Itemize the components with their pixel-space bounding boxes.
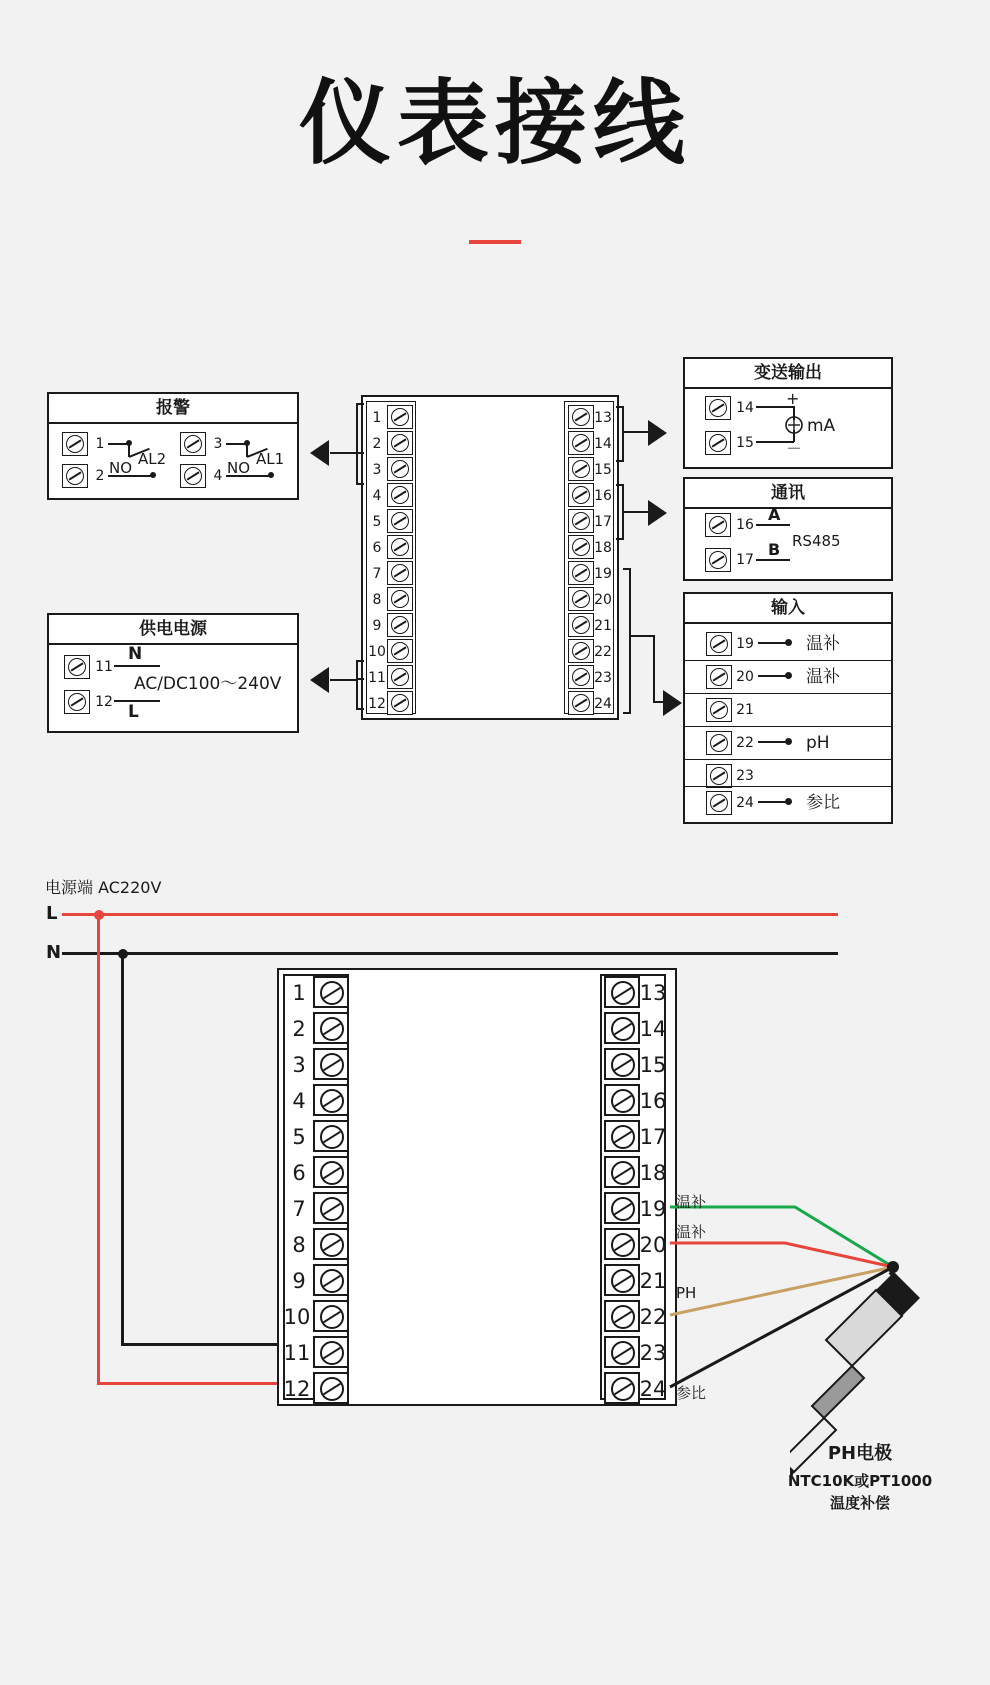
- wire-label-t20: 温补: [676, 1223, 707, 1241]
- bracket: [622, 406, 624, 462]
- input-wire: [758, 675, 788, 677]
- terminal-number: 24: [639, 1377, 667, 1401]
- terminal-screw[interactable]: [568, 509, 594, 533]
- probe-spec-line2: 温度补偿: [829, 1494, 890, 1512]
- terminal-screw[interactable]: [387, 561, 413, 585]
- terminal-number: 14: [639, 1017, 667, 1041]
- terminal-screw[interactable]: [387, 587, 413, 611]
- connector-line: [330, 452, 356, 454]
- comm-signal-b: B: [768, 540, 781, 559]
- alarm-contact-type: NO: [227, 459, 251, 477]
- terminal-screw[interactable]: [180, 464, 206, 488]
- panel-alarm-header: 报警: [49, 394, 297, 424]
- terminal-screw[interactable]: [387, 457, 413, 481]
- terminal-screw[interactable]: [604, 1048, 640, 1080]
- bracket: [356, 452, 364, 454]
- terminal-number: 12: [368, 696, 386, 712]
- terminal-screw[interactable]: [387, 665, 413, 689]
- terminal-screw[interactable]: [705, 513, 731, 537]
- terminal-screw[interactable]: [568, 665, 594, 689]
- terminal-number: 7: [372, 566, 382, 582]
- input-wire-dot: [785, 639, 792, 646]
- bracket: [356, 403, 358, 485]
- terminal-number: 2: [95, 468, 105, 484]
- bracket: [356, 483, 364, 485]
- terminal-number: 9: [292, 1269, 306, 1293]
- connector-line: [629, 635, 655, 637]
- terminal-screw[interactable]: [568, 613, 594, 637]
- terminal-screw[interactable]: [387, 613, 413, 637]
- mains-l-bus: [62, 913, 838, 916]
- terminal-number: 13: [594, 410, 612, 426]
- terminal-screw[interactable]: [706, 698, 732, 722]
- terminal-screw[interactable]: [180, 432, 206, 456]
- input-wire: [758, 642, 788, 644]
- terminal-screw[interactable]: [706, 791, 732, 815]
- terminal-screw[interactable]: [706, 764, 732, 788]
- terminal-screw[interactable]: [604, 1300, 640, 1332]
- terminal-screw[interactable]: [387, 483, 413, 507]
- panel-input-row-divider: [685, 693, 891, 694]
- bracket: [356, 660, 358, 710]
- terminal-screw[interactable]: [313, 1372, 349, 1404]
- panel-input-row-divider: [685, 726, 891, 727]
- terminal-number: 3: [292, 1053, 306, 1077]
- terminal-screw[interactable]: [706, 632, 732, 656]
- current-source-icon: [784, 415, 804, 435]
- bracket: [356, 678, 364, 680]
- terminal-screw[interactable]: [313, 1156, 349, 1188]
- terminal-number: 16: [639, 1089, 667, 1113]
- terminal-screw[interactable]: [604, 1264, 640, 1296]
- terminal-screw[interactable]: [568, 587, 594, 611]
- terminal-screw[interactable]: [604, 1156, 640, 1188]
- terminal-number: 10: [368, 644, 386, 660]
- arrow-to-input: [663, 690, 682, 716]
- comm-protocol: RS485: [792, 532, 841, 550]
- terminal-number: 8: [292, 1233, 306, 1257]
- bracket: [356, 708, 364, 710]
- terminal-number: 20: [594, 592, 612, 608]
- terminal-number: 4: [292, 1089, 306, 1113]
- terminal-number: 14: [594, 436, 612, 452]
- terminal-screw[interactable]: [387, 535, 413, 559]
- terminal-screw[interactable]: [604, 1192, 640, 1224]
- terminal-screw[interactable]: [313, 1264, 349, 1296]
- probe-spec-line1: NTC10K或PT1000: [787, 1472, 933, 1490]
- terminal-number: 21: [736, 702, 754, 718]
- terminal-number: 11: [368, 670, 386, 686]
- mains-n-label: N: [46, 942, 62, 963]
- input-signal-label: 参比: [806, 793, 840, 813]
- terminal-number: 20: [639, 1233, 667, 1257]
- transmit-minus-label: －: [786, 439, 803, 458]
- alarm-contact-dot: [244, 440, 250, 446]
- arrow-to-comm: [648, 500, 667, 526]
- terminal-screw[interactable]: [313, 1084, 349, 1116]
- panel-comm-header: 通讯: [685, 479, 891, 509]
- mains-n-bus: [62, 952, 838, 955]
- terminal-screw[interactable]: [568, 535, 594, 559]
- alarm-contact-dot: [150, 472, 156, 478]
- terminal-number: 24: [736, 795, 754, 811]
- terminal-screw[interactable]: [604, 1336, 640, 1368]
- input-wire-dot: [785, 798, 792, 805]
- terminal-number: 1: [292, 981, 306, 1005]
- terminal-screw[interactable]: [568, 561, 594, 585]
- panel-power-header: 供电电源: [49, 615, 297, 645]
- terminal-number: 11: [283, 1341, 311, 1365]
- terminal-screw[interactable]: [706, 731, 732, 755]
- wire-label-t22: PH: [676, 1284, 697, 1302]
- terminal-number: 18: [639, 1161, 667, 1185]
- terminal-number: 4: [372, 488, 382, 504]
- terminal-number: 16: [594, 488, 612, 504]
- terminal-number: 19: [594, 566, 612, 582]
- input-signal-label: 温补: [806, 667, 840, 687]
- terminal-screw[interactable]: [313, 1012, 349, 1044]
- terminal-screw[interactable]: [604, 1012, 640, 1044]
- terminal-number: 12: [283, 1377, 311, 1401]
- terminal-number: 22: [594, 644, 612, 660]
- input-wire: [758, 741, 788, 743]
- terminal-number: 5: [372, 514, 382, 530]
- arrow-to-power: [310, 667, 329, 693]
- terminal-screw[interactable]: [387, 691, 413, 715]
- terminal-number: 10: [283, 1305, 311, 1329]
- terminal-screw[interactable]: [568, 639, 594, 663]
- terminal-screw[interactable]: [313, 1048, 349, 1080]
- panel-input-row-divider: [685, 660, 891, 661]
- terminal-number: 16: [736, 517, 754, 533]
- page-title: 仪表接线: [298, 70, 691, 177]
- terminal-number: 13: [639, 981, 667, 1005]
- terminal-number: 18: [594, 540, 612, 556]
- terminal-number: 2: [372, 436, 382, 452]
- connector-line: [622, 431, 650, 433]
- wire-label-t19: 温补: [676, 1193, 707, 1211]
- terminal-screw[interactable]: [62, 432, 88, 456]
- power-l-label: L: [128, 702, 139, 722]
- panel-transmit-header: 变送输出: [685, 359, 891, 389]
- terminal-number: 21: [594, 618, 612, 634]
- terminal-number: 9: [372, 618, 382, 634]
- terminal-screw[interactable]: [387, 405, 413, 429]
- input-wire: [758, 801, 788, 803]
- terminal-number: 6: [372, 540, 382, 556]
- mains-l-label: L: [46, 903, 58, 924]
- terminal-number: 1: [372, 410, 382, 426]
- terminal-number: 15: [594, 462, 612, 478]
- transmit-unit: mA: [807, 416, 836, 436]
- arrow-to-transmit: [648, 420, 667, 446]
- panel-input-row-divider: [685, 759, 891, 760]
- terminal-screw[interactable]: [387, 431, 413, 455]
- bracket: [623, 712, 631, 714]
- bracket: [356, 403, 364, 405]
- mains-l-to-t12: [97, 1382, 283, 1385]
- bracket: [616, 406, 624, 408]
- input-signal-label: pH: [806, 733, 830, 753]
- terminal-screw[interactable]: [313, 1336, 349, 1368]
- terminal-number: 1: [95, 436, 105, 452]
- terminal-number: 23: [736, 768, 754, 784]
- terminal-number: 17: [594, 514, 612, 530]
- bracket: [623, 568, 631, 570]
- terminal-screw[interactable]: [313, 1228, 349, 1260]
- terminal-screw[interactable]: [313, 1300, 349, 1332]
- connector-line: [622, 511, 650, 513]
- alarm-channel-label: AL1: [256, 450, 285, 468]
- title-divider: [469, 240, 521, 244]
- terminal-screw[interactable]: [313, 976, 349, 1008]
- terminal-number: 3: [372, 462, 382, 478]
- terminal-number: 19: [639, 1197, 667, 1221]
- input-wire-dot: [785, 738, 792, 745]
- terminal-screw[interactable]: [568, 457, 594, 481]
- terminal-number: 5: [292, 1125, 306, 1149]
- terminal-screw[interactable]: [604, 1228, 640, 1260]
- terminal-screw[interactable]: [313, 1192, 349, 1224]
- arrow-to-alarm: [310, 440, 329, 466]
- terminal-number: 22: [736, 735, 754, 751]
- terminal-number: 4: [213, 468, 223, 484]
- terminal-screw[interactable]: [387, 639, 413, 663]
- terminal-number: 15: [639, 1053, 667, 1077]
- mains-title: 电源端 AC220V: [45, 878, 162, 897]
- terminal-screw[interactable]: [568, 483, 594, 507]
- transmit-plus-label: +: [786, 389, 800, 408]
- input-signal-label: 温补: [806, 634, 840, 654]
- bracket: [616, 538, 624, 540]
- terminal-screw[interactable]: [604, 976, 640, 1008]
- power-n-label: N: [128, 644, 143, 664]
- terminal-screw[interactable]: [387, 509, 413, 533]
- probe-name: PH电极: [827, 1443, 893, 1464]
- bracket: [356, 660, 364, 662]
- comm-wire: [756, 559, 790, 561]
- alarm-contact-dot: [126, 440, 132, 446]
- terminal-screw[interactable]: [604, 1372, 640, 1404]
- terminal-number: 14: [736, 400, 754, 416]
- terminal-number: 15: [736, 435, 754, 451]
- alarm-channel-label: AL2: [138, 450, 167, 468]
- terminal-number: 17: [736, 552, 754, 568]
- bracket: [616, 484, 624, 486]
- terminal-number: 11: [95, 659, 113, 675]
- terminal-number: 6: [292, 1161, 306, 1185]
- mains-n-to-t11: [121, 1343, 283, 1346]
- terminal-screw[interactable]: [604, 1084, 640, 1116]
- terminal-number: 3: [213, 436, 223, 452]
- terminal-number: 7: [292, 1197, 306, 1221]
- terminal-screw[interactable]: [568, 431, 594, 455]
- terminal-screw[interactable]: [705, 548, 731, 572]
- terminal-number: 19: [736, 636, 754, 652]
- terminal-number: 23: [594, 670, 612, 686]
- terminal-number: 24: [594, 696, 612, 712]
- terminal-number: 8: [372, 592, 382, 608]
- comm-signal-a: A: [768, 505, 781, 524]
- connector-line: [330, 679, 356, 681]
- terminal-screw[interactable]: [706, 665, 732, 689]
- alarm-contact-dot: [268, 472, 274, 478]
- terminal-screw[interactable]: [568, 405, 594, 429]
- terminal-number: 22: [639, 1305, 667, 1329]
- terminal-number: 12: [95, 694, 113, 710]
- terminal-screw[interactable]: [64, 690, 90, 714]
- bracket: [616, 460, 624, 462]
- mains-l-drop: [97, 914, 100, 1384]
- terminal-number: 23: [639, 1341, 667, 1365]
- terminal-screw[interactable]: [705, 431, 731, 455]
- power-wire: [114, 665, 160, 667]
- terminal-screw[interactable]: [604, 1120, 640, 1152]
- terminal-screw[interactable]: [705, 396, 731, 420]
- terminal-screw[interactable]: [62, 464, 88, 488]
- terminal-number: 17: [639, 1125, 667, 1149]
- terminal-number: 21: [639, 1269, 667, 1293]
- terminal-screw[interactable]: [568, 691, 594, 715]
- mains-n-drop: [121, 953, 124, 1345]
- terminal-number: 20: [736, 669, 754, 685]
- comm-wire: [756, 524, 790, 526]
- terminal-number: 2: [292, 1017, 306, 1041]
- bracket: [629, 568, 631, 714]
- input-wire-dot: [785, 672, 792, 679]
- connector-line: [653, 635, 655, 703]
- terminal-screw[interactable]: [313, 1120, 349, 1152]
- panel-input-header: 输入: [685, 594, 891, 624]
- panel-input-row-divider: [685, 786, 891, 787]
- power-spec: AC/DC100～240V: [134, 674, 282, 694]
- alarm-contact-type: NO: [109, 459, 133, 477]
- wire-label-t24: 参比: [676, 1384, 707, 1402]
- terminal-screw[interactable]: [64, 655, 90, 679]
